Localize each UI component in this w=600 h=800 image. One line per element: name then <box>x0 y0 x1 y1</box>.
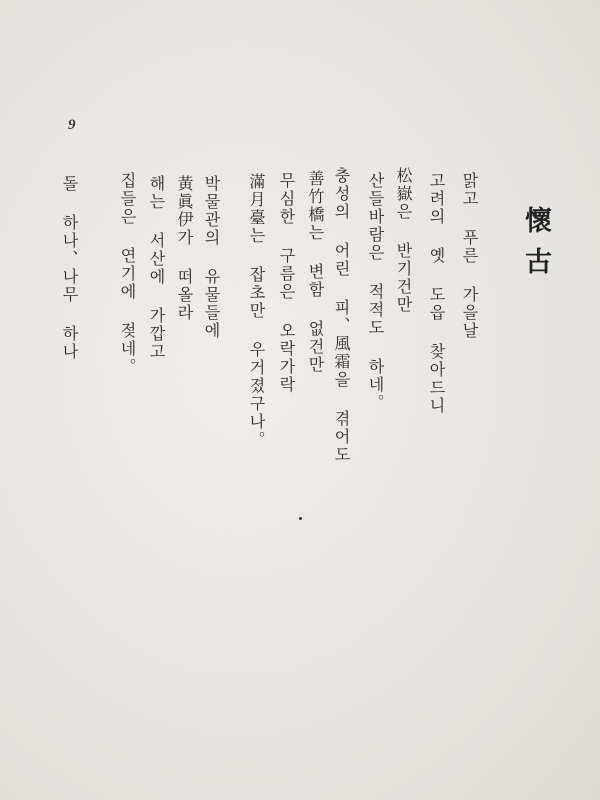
poem-line: 박물관의 유물들에 <box>202 175 221 340</box>
poem-line: 松嶽은 반기건만 <box>394 167 413 314</box>
poem-line: 善竹橋는 변함 없건만 <box>306 170 325 374</box>
poem-line: 黃眞伊가 떠올라 <box>175 175 194 322</box>
poem-title: 懷古 <box>520 206 551 288</box>
poem-line: 맑고 푸른 가을날 <box>460 172 479 340</box>
poem-line: 滿月臺는 잡초만 우거졌구나。 <box>247 173 266 449</box>
poem-line: 무심한 구름은 오락가락 <box>277 172 296 394</box>
poem-line: 충성의 어린 피、風霜을 겪어도 <box>332 167 351 464</box>
poem-line: 집들은 연기에 젖네。 <box>118 172 137 376</box>
page-number: 9 <box>68 117 76 133</box>
poem-line: 해는 서산에 가깝고 <box>147 175 166 361</box>
poem-line: 돌 하나、나무 하나 <box>60 175 79 361</box>
poem-line: 산들바람은 적적도 하네。 <box>366 172 385 412</box>
poem-line: 고려의 옛 도읍 찾아드니 <box>427 172 446 415</box>
ink-speck <box>299 517 302 520</box>
